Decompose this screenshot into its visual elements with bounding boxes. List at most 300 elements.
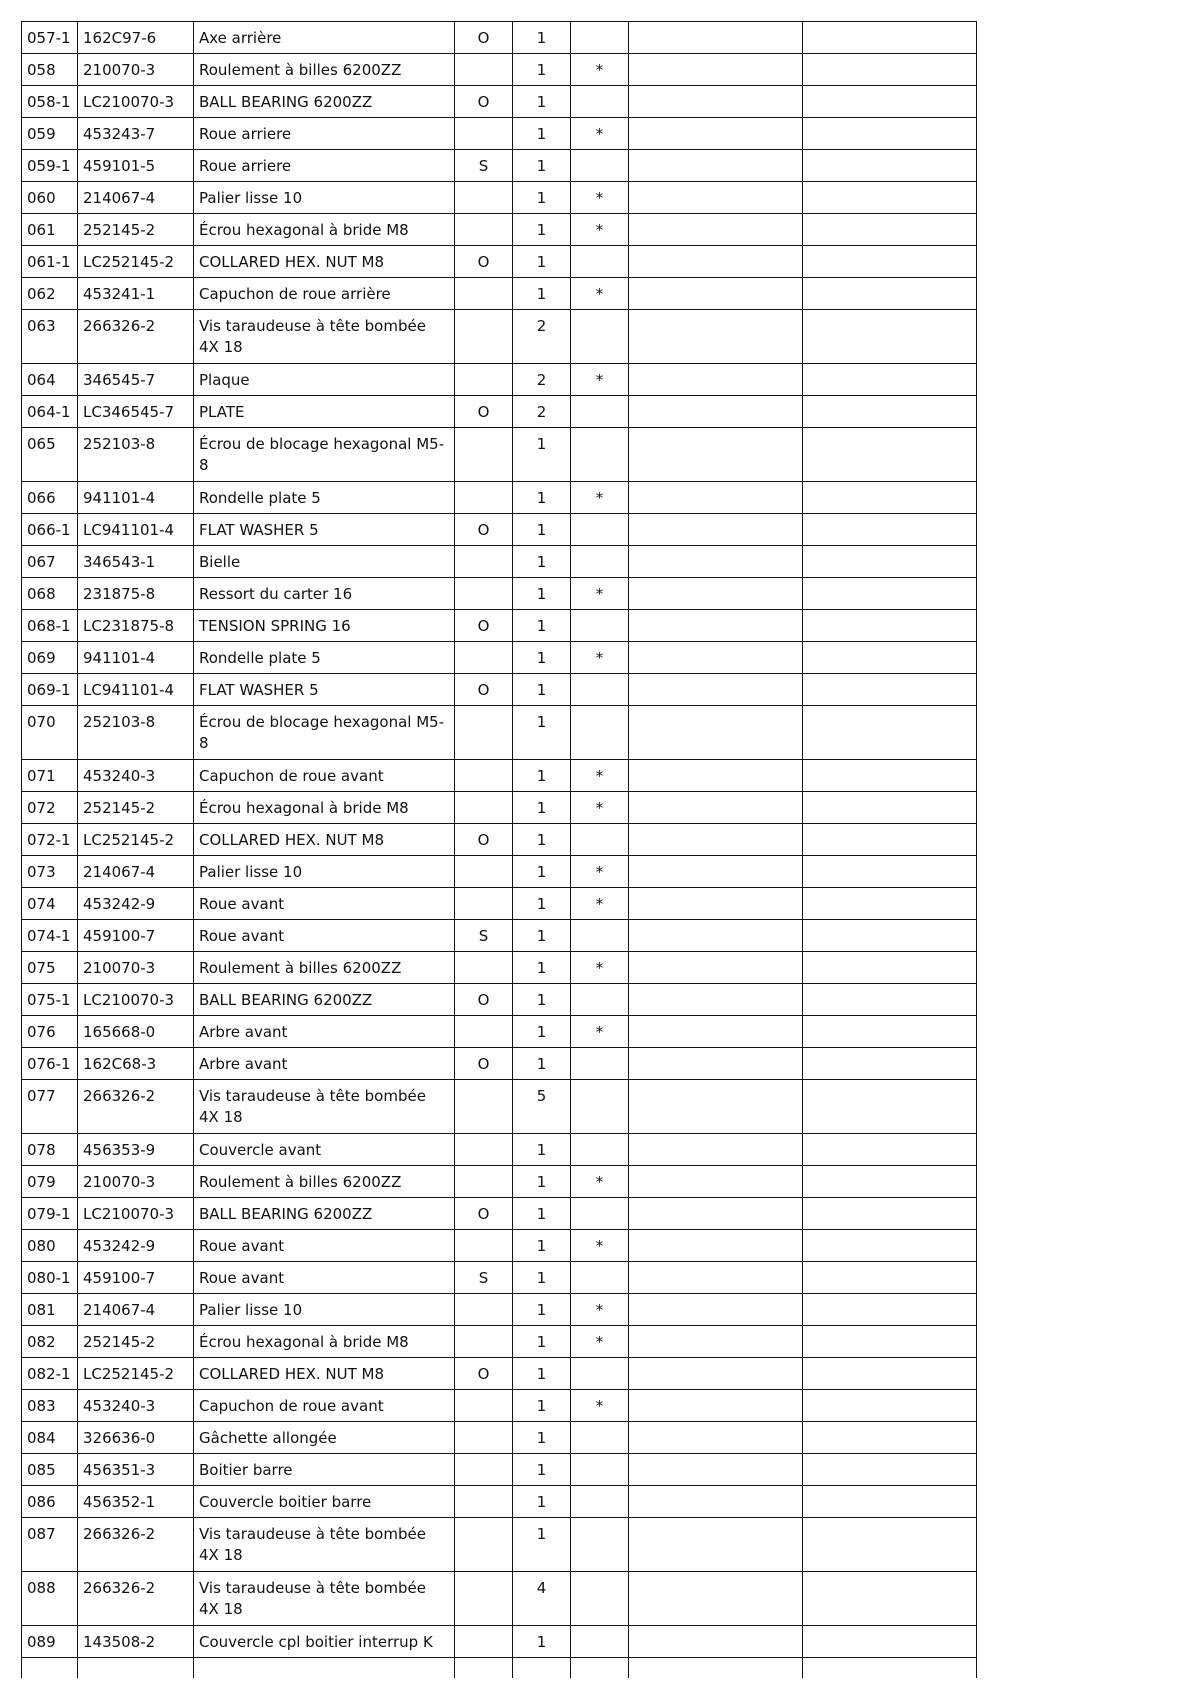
item-number-cell: 066 (22, 482, 78, 514)
item-number-cell: 084 (22, 1422, 78, 1454)
part-number-cell: 941101-4 (78, 482, 194, 514)
note-mark-cell: * (571, 54, 629, 86)
quantity-cell: 2 (513, 364, 571, 396)
empty-cell (629, 214, 803, 246)
empty-cell (629, 428, 803, 482)
quantity-cell: 5 (513, 1080, 571, 1134)
flag-cell (455, 642, 513, 674)
description-cell: BALL BEARING 6200ZZ (194, 1198, 455, 1230)
empty-cell (629, 514, 803, 546)
part-number-cell: 252145-2 (78, 1326, 194, 1358)
flag-cell (455, 1230, 513, 1262)
part-number-cell: 453242-9 (78, 888, 194, 920)
empty-cell (803, 1390, 977, 1422)
note-mark-cell: * (571, 856, 629, 888)
note-mark-cell (571, 428, 629, 482)
item-number-cell: 075 (22, 952, 78, 984)
item-number-cell: 062 (22, 278, 78, 310)
description-cell: Roue avant (194, 1230, 455, 1262)
description-cell: FLAT WASHER 5 (194, 514, 455, 546)
part-number-cell: 214067-4 (78, 856, 194, 888)
description-cell: COLLARED HEX. NUT M8 (194, 246, 455, 278)
table-row (22, 428, 977, 482)
note-mark-cell: * (571, 760, 629, 792)
item-number-cell: 079-1 (22, 1198, 78, 1230)
empty-cell (629, 920, 803, 952)
quantity-cell: 1 (513, 482, 571, 514)
flag-cell (455, 952, 513, 984)
part-number-cell: 165668-0 (78, 1016, 194, 1048)
description-cell: Vis taraudeuse à tête bombée 4X 18 (194, 1080, 455, 1134)
note-mark-cell (571, 1134, 629, 1166)
note-mark-cell: * (571, 1326, 629, 1358)
parts-table (21, 21, 977, 1678)
item-number-cell: 074 (22, 888, 78, 920)
table-row (22, 364, 977, 396)
quantity-cell: 1 (513, 1326, 571, 1358)
empty-cell (629, 952, 803, 984)
empty-cell (629, 1080, 803, 1134)
description-cell: COLLARED HEX. NUT M8 (194, 1358, 455, 1390)
note-mark-cell (571, 1454, 629, 1486)
part-number-cell: 346545-7 (78, 364, 194, 396)
description-cell: Roue avant (194, 920, 455, 952)
note-mark-cell: * (571, 1390, 629, 1422)
table-row (22, 706, 977, 760)
note-mark-cell (571, 1358, 629, 1390)
flag-cell (455, 578, 513, 610)
flag-cell: O (455, 824, 513, 856)
part-number-cell: 252103-8 (78, 428, 194, 482)
quantity-cell: 1 (513, 278, 571, 310)
empty-cell (803, 952, 977, 984)
item-number-cell: 073 (22, 856, 78, 888)
empty-cell (629, 1390, 803, 1422)
note-mark-cell (571, 310, 629, 364)
quantity-cell: 1 (513, 86, 571, 118)
empty-cell (629, 1198, 803, 1230)
note-mark-cell (571, 920, 629, 952)
description-cell: Roulement à billes 6200ZZ (194, 1166, 455, 1198)
part-number-cell: LC210070-3 (78, 1198, 194, 1230)
description-cell: TENSION SPRING 16 (194, 610, 455, 642)
note-mark-cell (571, 1198, 629, 1230)
part-number-cell: 210070-3 (78, 54, 194, 86)
flag-cell (455, 1326, 513, 1358)
table-row (22, 1230, 977, 1262)
part-number-cell: 162C68-3 (78, 1048, 194, 1080)
item-number-cell: 069 (22, 642, 78, 674)
description-cell: Écrou hexagonal à bride M8 (194, 214, 455, 246)
empty-cell (629, 1486, 803, 1518)
note-mark-cell: * (571, 952, 629, 984)
quantity-cell: 1 (513, 182, 571, 214)
empty-cell (571, 1658, 629, 1678)
empty-cell (629, 1230, 803, 1262)
item-number-cell: 060 (22, 182, 78, 214)
flag-cell: O (455, 22, 513, 54)
description-cell: Rondelle plate 5 (194, 482, 455, 514)
empty-cell (629, 54, 803, 86)
quantity-cell: 1 (513, 984, 571, 1016)
empty-cell (803, 1294, 977, 1326)
item-number-cell: 075-1 (22, 984, 78, 1016)
empty-cell (513, 1658, 571, 1678)
empty-cell (629, 792, 803, 824)
table-row (22, 1390, 977, 1422)
description-cell: Bielle (194, 546, 455, 578)
part-number-cell: LC252145-2 (78, 246, 194, 278)
flag-cell: S (455, 1262, 513, 1294)
item-number-cell: 076-1 (22, 1048, 78, 1080)
flag-cell: O (455, 514, 513, 546)
quantity-cell: 1 (513, 610, 571, 642)
quantity-cell: 1 (513, 760, 571, 792)
flag-cell: O (455, 396, 513, 428)
empty-cell (803, 546, 977, 578)
item-number-cell: 082-1 (22, 1358, 78, 1390)
empty-cell (629, 642, 803, 674)
empty-cell (629, 578, 803, 610)
flag-cell (455, 760, 513, 792)
flag-cell (455, 1454, 513, 1486)
description-cell: Roue arriere (194, 150, 455, 182)
description-cell: Roue avant (194, 888, 455, 920)
item-number-cell: 085 (22, 1454, 78, 1486)
empty-cell (803, 54, 977, 86)
empty-cell (629, 706, 803, 760)
note-mark-cell: * (571, 118, 629, 150)
table-row (22, 22, 977, 54)
empty-cell (803, 888, 977, 920)
empty-cell (803, 642, 977, 674)
empty-cell (629, 1016, 803, 1048)
table-row (22, 952, 977, 984)
empty-cell (803, 1262, 977, 1294)
note-mark-cell (571, 1080, 629, 1134)
note-mark-cell: * (571, 482, 629, 514)
table-row (22, 310, 977, 364)
item-number-cell: 080 (22, 1230, 78, 1262)
note-mark-cell: * (571, 278, 629, 310)
quantity-cell: 1 (513, 1454, 571, 1486)
empty-cell (803, 86, 977, 118)
description-cell: Roulement à billes 6200ZZ (194, 54, 455, 86)
empty-cell (803, 428, 977, 482)
description-cell: Écrou de blocage hexagonal M5-8 (194, 706, 455, 760)
flag-cell (455, 118, 513, 150)
empty-cell (629, 1358, 803, 1390)
quantity-cell: 1 (513, 856, 571, 888)
quantity-cell: 1 (513, 22, 571, 54)
part-number-cell: 941101-4 (78, 642, 194, 674)
quantity-cell: 1 (513, 1518, 571, 1572)
item-number-cell: 079 (22, 1166, 78, 1198)
flag-cell: O (455, 1358, 513, 1390)
table-row-partial (22, 1658, 977, 1678)
quantity-cell: 1 (513, 54, 571, 86)
empty-cell (629, 1422, 803, 1454)
item-number-cell: 069-1 (22, 674, 78, 706)
item-number-cell: 087 (22, 1518, 78, 1572)
description-cell: Gâchette allongée (194, 1422, 455, 1454)
description-cell: Couvercle cpl boitier interrup K (194, 1626, 455, 1658)
empty-cell (629, 1454, 803, 1486)
empty-cell (803, 310, 977, 364)
item-number-cell: 068 (22, 578, 78, 610)
part-number-cell: LC941101-4 (78, 514, 194, 546)
empty-cell (803, 1134, 977, 1166)
quantity-cell: 1 (513, 674, 571, 706)
flag-cell: O (455, 610, 513, 642)
part-number-cell: 162C97-6 (78, 22, 194, 54)
empty-cell (803, 824, 977, 856)
flag-cell (455, 1572, 513, 1626)
quantity-cell: 1 (513, 888, 571, 920)
part-number-cell: 459100-7 (78, 1262, 194, 1294)
empty-cell (803, 1518, 977, 1572)
flag-cell (455, 1294, 513, 1326)
empty-cell (629, 1572, 803, 1626)
part-number-cell: 252145-2 (78, 214, 194, 246)
empty-cell (194, 1658, 455, 1678)
flag-cell (455, 1518, 513, 1572)
table-row (22, 792, 977, 824)
note-mark-cell (571, 86, 629, 118)
part-number-cell: 456351-3 (78, 1454, 194, 1486)
part-number-cell: 453241-1 (78, 278, 194, 310)
flag-cell (455, 54, 513, 86)
empty-cell (803, 610, 977, 642)
part-number-cell: 231875-8 (78, 578, 194, 610)
part-number-cell: 214067-4 (78, 1294, 194, 1326)
description-cell: Roue avant (194, 1262, 455, 1294)
empty-cell (629, 396, 803, 428)
note-mark-cell (571, 1422, 629, 1454)
flag-cell (455, 364, 513, 396)
empty-cell (803, 150, 977, 182)
empty-cell (629, 546, 803, 578)
item-number-cell: 064-1 (22, 396, 78, 428)
note-mark-cell (571, 610, 629, 642)
quantity-cell: 1 (513, 214, 571, 246)
item-number-cell: 066-1 (22, 514, 78, 546)
part-number-cell: 453240-3 (78, 760, 194, 792)
note-mark-cell: * (571, 578, 629, 610)
quantity-cell: 1 (513, 1262, 571, 1294)
table-row (22, 984, 977, 1016)
item-number-cell: 058-1 (22, 86, 78, 118)
empty-cell (803, 1230, 977, 1262)
quantity-cell: 1 (513, 1198, 571, 1230)
description-cell: Ressort du carter 16 (194, 578, 455, 610)
quantity-cell: 1 (513, 1626, 571, 1658)
part-number-cell: 143508-2 (78, 1626, 194, 1658)
item-number-cell: 081 (22, 1294, 78, 1326)
empty-cell (803, 1422, 977, 1454)
item-number-cell: 089 (22, 1626, 78, 1658)
empty-cell (629, 118, 803, 150)
quantity-cell: 1 (513, 514, 571, 546)
table-row (22, 1518, 977, 1572)
item-number-cell: 058 (22, 54, 78, 86)
quantity-cell: 4 (513, 1572, 571, 1626)
note-mark-cell (571, 1518, 629, 1572)
empty-cell (629, 824, 803, 856)
description-cell: Rondelle plate 5 (194, 642, 455, 674)
empty-cell (629, 1262, 803, 1294)
empty-cell (803, 984, 977, 1016)
quantity-cell: 1 (513, 1358, 571, 1390)
empty-cell (803, 706, 977, 760)
quantity-cell: 1 (513, 118, 571, 150)
quantity-cell: 1 (513, 246, 571, 278)
empty-cell (629, 610, 803, 642)
description-cell: Palier lisse 10 (194, 856, 455, 888)
description-cell: Vis taraudeuse à tête bombée 4X 18 (194, 1572, 455, 1626)
table-row (22, 182, 977, 214)
table-row (22, 546, 977, 578)
note-mark-cell: * (571, 792, 629, 824)
item-number-cell: 080-1 (22, 1262, 78, 1294)
description-cell: Écrou hexagonal à bride M8 (194, 792, 455, 824)
empty-cell (803, 1358, 977, 1390)
empty-cell (803, 1048, 977, 1080)
empty-cell (803, 246, 977, 278)
table-row (22, 54, 977, 86)
quantity-cell: 1 (513, 824, 571, 856)
note-mark-cell: * (571, 888, 629, 920)
flag-cell (455, 1626, 513, 1658)
quantity-cell: 1 (513, 1016, 571, 1048)
description-cell: FLAT WASHER 5 (194, 674, 455, 706)
flag-cell: O (455, 1198, 513, 1230)
empty-cell (803, 1198, 977, 1230)
description-cell: Capuchon de roue avant (194, 1390, 455, 1422)
table-row (22, 1134, 977, 1166)
empty-cell (629, 1134, 803, 1166)
empty-cell (803, 364, 977, 396)
part-number-cell: 252145-2 (78, 792, 194, 824)
empty-cell (803, 578, 977, 610)
empty-cell (629, 1166, 803, 1198)
table-row (22, 1422, 977, 1454)
table-row (22, 642, 977, 674)
item-number-cell: 065 (22, 428, 78, 482)
empty-cell (803, 1658, 977, 1678)
flag-cell (455, 182, 513, 214)
table-row (22, 1326, 977, 1358)
table-row (22, 1572, 977, 1626)
part-number-cell: LC941101-4 (78, 674, 194, 706)
flag-cell (455, 1390, 513, 1422)
table-row (22, 888, 977, 920)
empty-cell (629, 150, 803, 182)
note-mark-cell (571, 984, 629, 1016)
part-number-cell: 453240-3 (78, 1390, 194, 1422)
table-row (22, 118, 977, 150)
empty-cell (803, 1016, 977, 1048)
flag-cell (455, 428, 513, 482)
quantity-cell: 2 (513, 396, 571, 428)
empty-cell (803, 182, 977, 214)
empty-cell (629, 1518, 803, 1572)
empty-cell (629, 1626, 803, 1658)
part-number-cell: LC252145-2 (78, 1358, 194, 1390)
part-number-cell: 266326-2 (78, 1572, 194, 1626)
part-number-cell: 326636-0 (78, 1422, 194, 1454)
note-mark-cell (571, 246, 629, 278)
note-mark-cell: * (571, 642, 629, 674)
table-row (22, 824, 977, 856)
table-row (22, 1486, 977, 1518)
note-mark-cell (571, 396, 629, 428)
flag-cell (455, 706, 513, 760)
flag-cell: O (455, 674, 513, 706)
quantity-cell: 1 (513, 1390, 571, 1422)
empty-cell (629, 86, 803, 118)
flag-cell (455, 1486, 513, 1518)
note-mark-cell (571, 514, 629, 546)
item-number-cell: 057-1 (22, 22, 78, 54)
flag-cell (455, 546, 513, 578)
quantity-cell: 1 (513, 1048, 571, 1080)
table-row (22, 1048, 977, 1080)
part-number-cell: 453242-9 (78, 1230, 194, 1262)
quantity-cell: 1 (513, 1294, 571, 1326)
quantity-cell: 1 (513, 1166, 571, 1198)
empty-cell (629, 856, 803, 888)
empty-cell (629, 310, 803, 364)
item-number-cell: 061-1 (22, 246, 78, 278)
empty-cell (803, 214, 977, 246)
description-cell: Capuchon de roue avant (194, 760, 455, 792)
table-row (22, 760, 977, 792)
part-number-cell: 252103-8 (78, 706, 194, 760)
part-number-cell: 346543-1 (78, 546, 194, 578)
empty-cell (803, 1486, 977, 1518)
note-mark-cell (571, 1486, 629, 1518)
quantity-cell: 1 (513, 920, 571, 952)
flag-cell (455, 792, 513, 824)
item-number-cell: 070 (22, 706, 78, 760)
quantity-cell: 1 (513, 1422, 571, 1454)
part-number-cell: 456352-1 (78, 1486, 194, 1518)
item-number-cell: 077 (22, 1080, 78, 1134)
empty-cell (803, 1572, 977, 1626)
item-number-cell: 061 (22, 214, 78, 246)
part-number-cell: 214067-4 (78, 182, 194, 214)
table-row (22, 1166, 977, 1198)
description-cell: Palier lisse 10 (194, 1294, 455, 1326)
part-number-cell: LC346545-7 (78, 396, 194, 428)
flag-cell (455, 1166, 513, 1198)
empty-cell (803, 482, 977, 514)
description-cell: Roue arriere (194, 118, 455, 150)
quantity-cell: 1 (513, 706, 571, 760)
empty-cell (629, 674, 803, 706)
note-mark-cell (571, 1572, 629, 1626)
flag-cell: O (455, 1048, 513, 1080)
empty-cell (803, 118, 977, 150)
description-cell: Couvercle boitier barre (194, 1486, 455, 1518)
note-mark-cell: * (571, 1016, 629, 1048)
quantity-cell: 1 (513, 546, 571, 578)
table-row (22, 856, 977, 888)
table-row (22, 1626, 977, 1658)
note-mark-cell: * (571, 1166, 629, 1198)
table-row (22, 1262, 977, 1294)
